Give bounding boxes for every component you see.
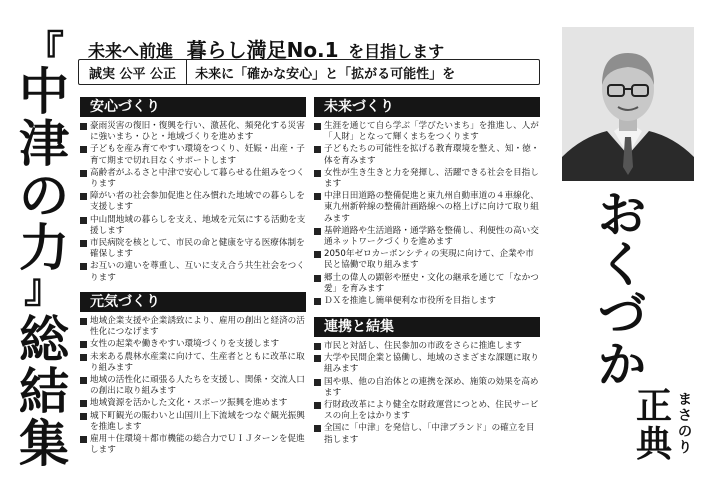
list-item: お互いの違いを尊重し、互いに支え合う共生社会をつくります [80,261,306,283]
section-heading: 未来づくり [314,97,540,117]
furigana-char: さ [678,408,692,424]
list-item: 雇用＋住環境＋都市機能の総合力でＵＩＪターンを促進します [80,434,306,456]
candidate-given-name [636,388,672,464]
list-item: 子どもたちの可能性を拡げる教育環境を整え、知・徳・体を育みます [314,144,540,166]
name-char: づ [597,287,646,343]
list-item: 2050年ゼロカーボンシティの実現に向けて、企業や市民と協働で取り組みます [314,249,540,271]
list-item: 障がい者の社会参加促進と住み慣れた地域での暮らしを支援します [80,191,306,213]
section-genki [80,292,306,456]
section-renkei [314,317,540,446]
given-char: 正 [636,386,673,427]
candidate-family-name [592,187,652,393]
subtitle-box [78,59,540,85]
list-item: 城下町観光の賑わいと山国川上下流域をつなぐ観光振興を推進します [80,411,306,433]
list-item: 未来ある農林水産業に向けて、生産者とともに改革に取り組みます [80,352,306,374]
title-char: 集 [19,415,69,473]
name-char: か [597,337,646,393]
title-char: 津 [19,115,69,173]
section-heading: 元気づくり [80,292,306,312]
list-item: 女性が生き生きと力を発揮し、活躍できる社会を目指します [314,168,540,190]
list-item: 生涯を通じて自ら学ぶ「学びたいまち」を推進し、人が「人財」となって輝くまちをつくります [314,121,540,143]
section-heading: 安心づくり [80,97,306,117]
title-bracket-open: 『 [24,28,64,74]
title-char: 力 [19,219,69,277]
list-item: ＤＸを推進し簡単便利な市役所を目指します [314,296,540,307]
list-item: 国や県、他の自治体との連携を深め、施策の効果を高めます [314,377,540,399]
list-item: 大学や民間企業と協働し、地域のさまざまな課題に取り組みます [314,353,540,375]
motto: 誠実 公平 公正 [79,60,187,84]
name-char: お [597,187,646,243]
title-char: 結 [19,363,69,421]
title-char: の [19,167,69,225]
list-item: 郷土の偉人の顕彰や歴史・文化の継承を通じて「なかつ愛」を育みます [314,273,540,295]
list-item: 子どもを産み育てやすい環境をつくり、妊娠・出産・子育て期まで切れ目なくサポートします [80,144,306,166]
name-char: く [597,237,646,293]
slogan-part1: 未来へ前進 [88,42,173,62]
portrait-illustration [562,27,694,181]
list-item: 基幹道路や生活道路・通学路を整備し、利便性の高い交通ネットワークづくりを進めます [314,226,540,248]
list-item: 行財政改革により健全な財政運営につとめ、住民サービスの向上をはかります [314,400,540,422]
title-bracket-close: 』 [24,266,64,312]
list-item: 女性の起業や働きやすい環境づくりを支援します [80,339,306,350]
list-item: 地域資源を活かした文化・スポーツ振興を進めます [80,398,306,409]
list-item: 豪雨災害の復旧・復興を行い、激甚化、頻発化する災害に強いまち・ひと・地域づくりを進めます [80,121,306,143]
list-item: 市民と対話し、住民参加の市政をさらに推進します [314,341,540,352]
slogan-part3: を目指します [348,42,445,61]
slogan-part2: 暮らし満足No.1 [186,38,339,62]
title-char: 中 [19,63,69,121]
list-item: 中山間地域の暮らしを支え、地域を元気にする活動を支援します [80,215,306,237]
list-item: 高齢者がふるさと中津で安心して暮らせる仕組みをつくります [80,168,306,190]
section-heading: 連携と結集 [314,317,540,337]
candidate-photo [562,27,694,181]
furigana-char: り [678,440,692,456]
subtitle-text: 未来に「確かな安心」と「拡がる可能性」を [195,66,456,82]
list-item: 地域企業支援や企業誘致により、雇用の創出と経済の活性化につなげます [80,316,306,338]
title-char: 総 [19,311,69,369]
furigana-char: の [678,424,692,440]
list-item: 全国に「中津」を発信し、「中津ブランド」の確立を目指します [314,423,540,445]
vertical-title [14,28,74,473]
given-char: 典 [636,424,673,465]
list-item: 中津日田道路の整備促進と東九州自動車道の４車線化、東九州新幹線の整備計画路線への格上げに向けて取り組みます [314,191,540,225]
list-item: 地域の活性化に頑張る人たちを支援し、関係・交流人口の創出に取り組みます [80,375,306,397]
section-anshin [80,97,306,284]
furigana-char: ま [678,392,692,408]
section-mirai [314,97,540,307]
candidate-furigana [676,392,694,456]
list-item: 市民病院を核として、市民の命と健康を守る医療体制を確保します [80,238,306,260]
